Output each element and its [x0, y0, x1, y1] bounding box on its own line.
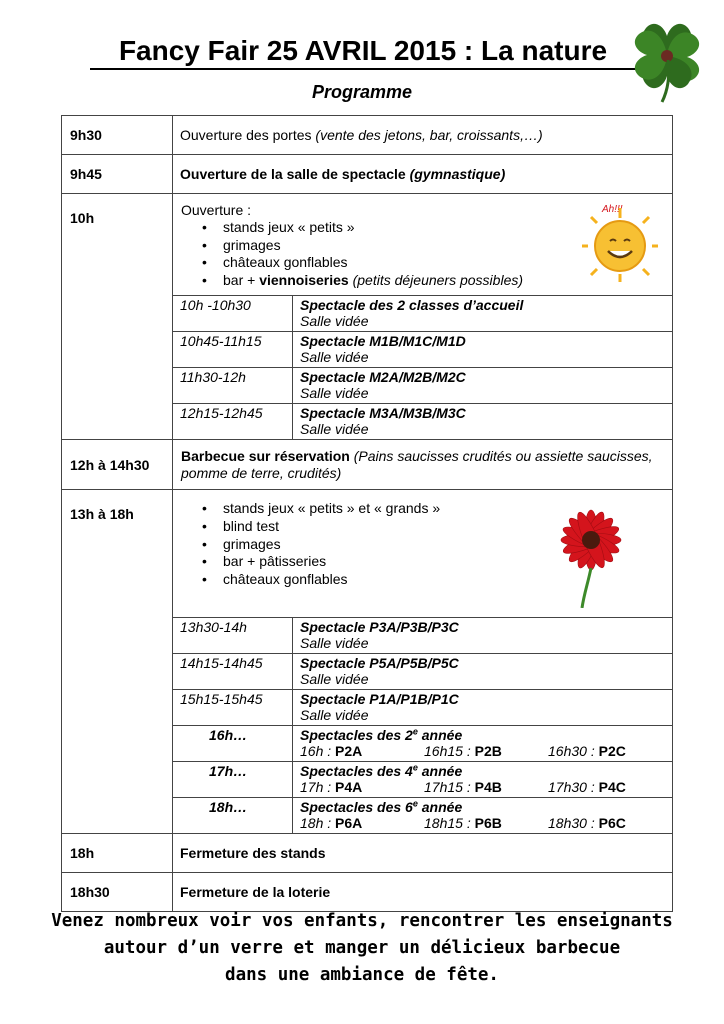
year-show-row — [173, 726, 672, 762]
show-time: 13h30-14h — [173, 618, 293, 654]
show-title: Spectacle M3A/M3B/M3C — [300, 405, 466, 422]
program-row — [62, 155, 673, 194]
show-row — [173, 332, 672, 368]
row-time: 10h — [62, 194, 173, 440]
shows-table — [173, 617, 672, 833]
row-time: 12h à 14h30 — [62, 440, 173, 490]
row-note: (vente des jetons, bar, croissants,…) — [315, 127, 543, 143]
program-table — [61, 115, 673, 912]
bullet-list — [181, 219, 664, 289]
program-row — [62, 873, 673, 912]
bar-note: (petits déjeuners possibles) — [348, 271, 524, 288]
show-row — [173, 690, 672, 726]
slot: 18h15 : P6B — [424, 815, 502, 832]
show-room: Salle vidée — [300, 313, 369, 330]
row-time: 9h30 — [62, 116, 173, 155]
program-row — [62, 440, 673, 490]
class-slots — [300, 815, 672, 831]
show-room: Salle vidée — [300, 671, 369, 688]
slot: 17h30 : P4C — [548, 779, 626, 796]
footer-line: autour d’un verre et manger un délicieux barbecue — [103, 938, 621, 958]
row-intro: Ouverture : — [181, 202, 252, 218]
slot: 16h30 : P2C — [548, 743, 626, 760]
show-title: Spectacles des 4e année — [300, 762, 463, 780]
row-text: Fermeture de la loterie — [180, 884, 331, 901]
show-room: Salle vidée — [300, 385, 369, 402]
show-row — [173, 654, 672, 690]
row-time: 9h45 — [62, 155, 173, 194]
show-room: Salle vidée — [300, 635, 369, 652]
show-title: Spectacle P3A/P3B/P3C — [300, 619, 459, 636]
show-time: 16h… — [173, 726, 293, 762]
show-title: Spectacle M1B/M1C/M1D — [300, 333, 466, 350]
show-time: 10h45-11h15 — [173, 332, 293, 368]
list-item: • stands jeux « petits » et « grands » — [223, 500, 664, 518]
show-title: Spectacle P5A/P5B/P5C — [300, 655, 459, 672]
page-subtitle: Programme — [311, 82, 413, 102]
row-note: (Pains saucisses crudités ou assiette saucisses, pomme de terre, crudités) — [181, 448, 653, 482]
list-item: • châteaux gonflables — [223, 254, 664, 272]
show-title: Spectacle P1A/P1B/P1C — [300, 691, 459, 708]
row-time: 18h — [62, 834, 173, 873]
shows-table — [173, 295, 672, 439]
slot: 16h : P2A — [300, 743, 363, 760]
row-text: Fermeture des stands — [180, 845, 326, 862]
row-time: 18h30 — [62, 873, 173, 912]
footer-line: dans une ambiance de fête. — [225, 965, 499, 985]
list-item: • châteaux gonflables — [223, 571, 664, 589]
show-row — [173, 618, 672, 654]
show-title: Spectacles des 2e année — [300, 726, 463, 744]
bullet-list — [181, 500, 664, 588]
show-title: Spectacles des 6e année — [300, 798, 463, 816]
row-text: Barbecue sur réservation — [181, 448, 350, 465]
show-room: Salle vidée — [300, 349, 369, 366]
bar-bold: viennoiseries — [259, 271, 349, 288]
list-item: • blind test — [223, 518, 664, 536]
show-room: Salle vidée — [300, 421, 369, 438]
slot: 17h : P4A — [300, 779, 363, 796]
footer-message — [0, 908, 724, 989]
footer-line: Venez nombreux voir vos enfants, rencontrer les enseignants — [51, 911, 673, 931]
show-time: 15h15-15h45 — [173, 690, 293, 726]
show-row — [173, 368, 672, 404]
show-title: Spectacle des 2 classes d’accueil — [300, 297, 524, 314]
year-show-row — [173, 798, 672, 834]
class-slots — [300, 743, 672, 759]
slot: 17h15 : P4B — [424, 779, 502, 796]
slot: 18h30 : P6C — [548, 815, 626, 832]
class-slots — [300, 779, 672, 795]
program-row — [62, 116, 673, 155]
program-row — [62, 834, 673, 873]
show-time: 18h… — [173, 798, 293, 834]
list-item: • grimages — [223, 536, 664, 554]
show-time: 11h30-12h — [173, 368, 293, 404]
show-title: Spectacle M2A/M2B/M2C — [300, 369, 466, 386]
show-time: 10h -10h30 — [173, 296, 293, 332]
list-item: • grimages — [223, 237, 664, 255]
program-row — [62, 194, 673, 440]
list-item: • bar + pâtisseries — [223, 553, 664, 571]
list-item: • bar + viennoiseries (petits déjeuners possibles) — [223, 272, 664, 290]
row-note: (gymnastique) — [409, 166, 506, 182]
slot: 18h : P6A — [300, 815, 363, 832]
row-text: Ouverture des portes — [180, 127, 316, 143]
sun-text: Ah!!! — [602, 204, 623, 215]
four-leaf-clover-icon — [628, 16, 706, 104]
show-room: Salle vidée — [300, 707, 369, 724]
show-time: 12h15-12h45 — [173, 404, 293, 440]
row-time: 13h à 18h — [62, 490, 173, 834]
show-time: 14h15-14h45 — [173, 654, 293, 690]
year-show-row — [173, 762, 672, 798]
list-item: • stands jeux « petits » — [223, 219, 664, 237]
show-row — [173, 404, 672, 440]
show-row — [173, 296, 672, 332]
row-text: Ouverture de la salle de spectacle — [180, 166, 410, 182]
page-title: Fancy Fair 25 AVRIL 2015 : La nature — [90, 34, 636, 70]
show-time: 17h… — [173, 762, 293, 798]
program-row — [62, 490, 673, 834]
slot: 16h15 : P2B — [424, 743, 502, 760]
